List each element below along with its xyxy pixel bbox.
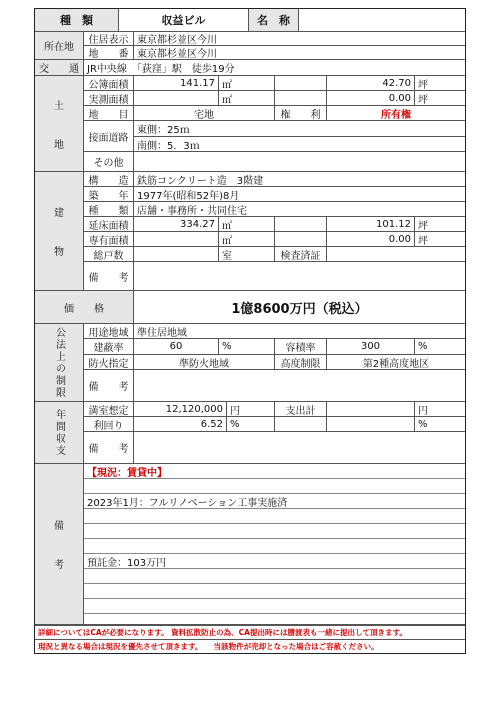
floor-area-label: 延床面積	[84, 217, 134, 231]
transport-row	[35, 60, 465, 76]
transport-label: 交 通	[35, 60, 84, 75]
income-remarks-value	[134, 432, 465, 463]
built-label: 築 年	[84, 187, 134, 201]
actual-area-unit-sqm: ㎡	[219, 91, 275, 105]
far-label: 容積率	[275, 339, 327, 354]
exclusive-area-sqm	[134, 232, 219, 246]
address-label: 住居表示	[84, 32, 134, 45]
income-remarks-row	[84, 432, 465, 463]
type-value: 収益ビル	[119, 9, 249, 31]
building-label	[35, 172, 84, 290]
building-label-2: 物	[54, 247, 64, 258]
remarks-group	[35, 464, 465, 625]
units-unit: 室	[219, 247, 275, 261]
road-label: 接面道路	[84, 121, 134, 151]
full-occupancy-row	[84, 402, 465, 417]
category-label: 地 目	[84, 106, 134, 120]
yield-row	[84, 417, 465, 432]
name-label: 名 称	[249, 9, 299, 31]
yield-value: 6.52	[134, 417, 227, 431]
floor-area-tsubo: 101.12	[327, 217, 415, 231]
floor-area-row	[84, 217, 465, 232]
land-label	[35, 76, 84, 171]
zoning-label: 用途地域	[84, 324, 134, 338]
kind-value: 店舗・事務所・共同住宅	[137, 205, 247, 216]
actual-area-label: 実測面積	[84, 91, 134, 105]
actual-area-sqm	[134, 91, 219, 105]
road-south: 南側：5．3ｍ	[137, 140, 200, 152]
full-occupancy-unit: 円	[227, 402, 275, 416]
far-value: 300	[327, 339, 415, 354]
regulations-remarks-row	[84, 370, 465, 401]
zoning-row	[84, 324, 465, 339]
regulations-label: 公法上の制限	[53, 326, 65, 399]
official-area-sqm: 141.17	[134, 76, 219, 90]
footer-notes	[35, 625, 465, 653]
kind-row	[84, 202, 465, 217]
exclusive-area-unit-sqm: ㎡	[219, 232, 275, 246]
inspection-label: 検査済証	[275, 247, 327, 261]
lot-label: 地 番	[84, 46, 134, 59]
actual-area-tsubo: 0.00	[327, 91, 415, 105]
transport-value: JR中央線 「荻窪」駅 徒歩19分	[87, 64, 235, 75]
yield-unit: %	[227, 417, 275, 431]
building-remarks-row	[84, 262, 465, 290]
address-value: 東京都杉並区今川	[137, 35, 217, 45]
land-other-value	[134, 152, 465, 171]
road-row	[84, 121, 465, 152]
kind-label: 種 類	[84, 202, 134, 216]
official-area-unit-tsubo: 坪	[418, 79, 428, 90]
regulations-group	[35, 324, 465, 402]
rights-value: 所有権	[381, 109, 411, 120]
structure-value: 鉄筋コンクリート造 3階建	[137, 175, 264, 186]
income-group	[35, 402, 465, 464]
address-row	[84, 32, 465, 46]
income-label-box	[35, 402, 84, 463]
category-row	[84, 106, 465, 121]
rights-label: 権 利	[275, 106, 327, 120]
building-remarks-label: 備 考	[84, 262, 134, 290]
floor-area-unit-sqm: ㎡	[219, 217, 275, 231]
floor-area-sqm: 334.27	[134, 217, 219, 231]
exclusive-area-tsubo: 0.00	[327, 232, 415, 246]
units-row	[84, 247, 465, 262]
official-area-label: 公簿面積	[84, 76, 134, 90]
expense-value	[327, 402, 415, 416]
coverage-label: 建蔽率	[84, 339, 134, 354]
remarks-deposit: 預託金：103万円	[84, 554, 465, 569]
actual-area-unit-tsubo: 坪	[418, 94, 428, 105]
inspection-value	[327, 247, 465, 261]
built-row	[84, 187, 465, 202]
building-label-1: 建	[54, 208, 64, 219]
units-value	[134, 247, 219, 261]
remarks-label-1: 備	[54, 521, 64, 532]
land-label-1: 土	[54, 100, 64, 112]
units-label: 総戸数	[84, 247, 134, 261]
yield-unit-2: %	[418, 418, 428, 430]
yield-label: 利回り	[84, 417, 134, 431]
full-occupancy-label: 満室想定	[84, 402, 134, 416]
building-remarks-value	[134, 262, 465, 290]
category-value: 宅地	[134, 106, 275, 120]
coverage-unit: %	[219, 339, 275, 354]
exclusive-area-row	[84, 232, 465, 247]
regulations-remarks-value	[134, 370, 465, 401]
height-label: 高度制限	[275, 355, 327, 369]
price-row	[35, 291, 465, 324]
income-remarks-label: 備 考	[84, 432, 134, 463]
official-area-row	[84, 76, 465, 91]
expense-label: 支出計	[275, 402, 327, 416]
footer-note-1: 詳細についてはCAが必要になります。 資料拡散防止の為、CA提出時には謄渡表も一緒に提出して頂きます。	[35, 626, 465, 640]
price-value: 1億8600万円（税込）	[231, 301, 368, 317]
far-unit: %	[418, 341, 428, 352]
land-other-label: その他	[84, 152, 134, 171]
official-area-tsubo: 42.70	[327, 76, 415, 90]
fire-row	[84, 355, 465, 370]
road-east: 東側：25ｍ	[134, 121, 465, 137]
height-value: 第2種高度地区	[362, 358, 430, 369]
exclusive-area-unit-tsubo: 坪	[418, 235, 428, 246]
price-label: 価 格	[35, 291, 134, 323]
fire-value: 準防火地域	[134, 355, 275, 369]
floor-area-unit-tsubo: 坪	[418, 220, 428, 231]
lot-value: 東京都杉並区今川	[137, 49, 217, 59]
land-other-row	[84, 152, 465, 171]
coverage-value: 60	[134, 339, 219, 354]
building-group	[35, 172, 465, 291]
regulations-label-box	[35, 324, 84, 401]
remarks-label-2: 考	[54, 560, 64, 571]
remarks-label	[35, 464, 84, 624]
location-label: 所在地	[35, 32, 84, 59]
property-sheet	[34, 8, 466, 654]
expense-unit: 円	[418, 405, 428, 416]
remarks-renovation: 2023年1月：フルリノベーション工事実施済	[84, 494, 465, 509]
footer-note-2: 現況と異なる場合は現況を優先させて頂きます。 当該物件が売却となった場合はご容赦ください。	[38, 642, 379, 651]
type-label: 種 類	[35, 9, 119, 31]
fire-label: 防火指定	[84, 355, 134, 369]
full-occupancy-value: 12,120,000	[134, 402, 227, 416]
lot-row	[84, 46, 465, 59]
remarks-status: 【現況：賃貸中】	[84, 464, 465, 479]
regulations-remarks-label: 備 考	[84, 370, 134, 401]
exclusive-area-label: 専有面積	[84, 232, 134, 246]
built-value: 1977年(昭和52年)8月	[137, 190, 240, 201]
land-label-2: 地	[54, 139, 64, 151]
name-value	[299, 9, 465, 31]
location-group	[35, 32, 465, 60]
official-area-unit-sqm: ㎡	[219, 76, 275, 90]
income-label: 年間収支	[53, 408, 65, 457]
header-row	[35, 9, 465, 32]
actual-area-row	[84, 91, 465, 106]
land-group	[35, 76, 465, 172]
structure-label: 構 造	[84, 172, 134, 186]
zoning-value: 準住居地域	[137, 327, 187, 338]
coverage-row	[84, 339, 465, 355]
structure-row	[84, 172, 465, 187]
